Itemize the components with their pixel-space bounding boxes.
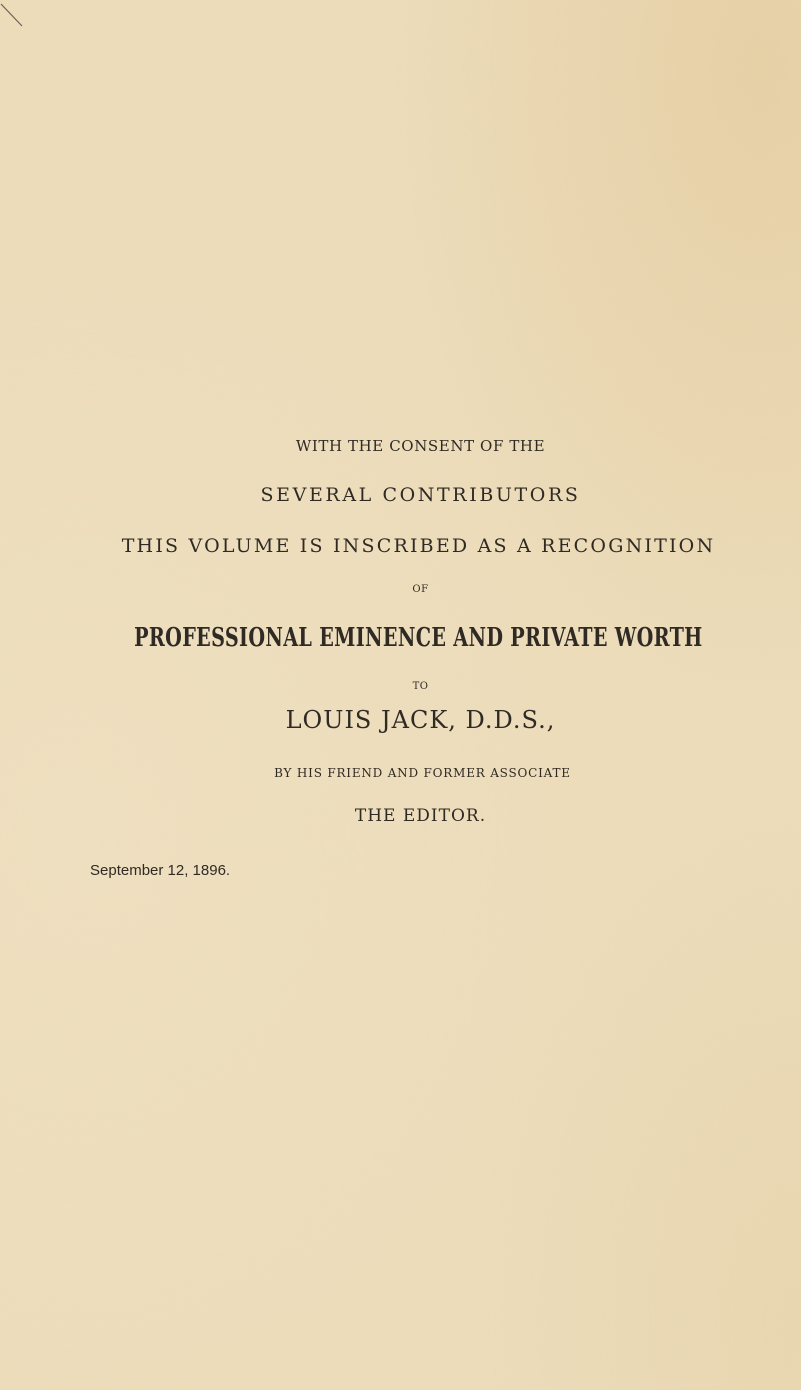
dedication-line-friend: BY HIS FRIEND AND FORMER ASSOCIATE [274, 766, 571, 780]
dedication-line-to: TO [412, 681, 429, 692]
dedication-line-of: OF [412, 584, 429, 595]
dedication-line-consent: WITH THE CONSENT OF THE [295, 437, 546, 455]
dedication-line-inscribed: THIS VOLUME IS INSCRIBED AS A RECOGNITION [121, 535, 716, 557]
dedication-signature: THE EDITOR. [354, 806, 487, 826]
corner-pencil-mark [0, 0, 40, 30]
dedication-date: September 12, 1896. [90, 862, 231, 879]
dedication-line-contributors: SEVERAL CONTRIBUTORS [260, 484, 581, 506]
dedication-line-eminence: PROFESSIONAL EMINENCE AND PRIVATE WORTH [134, 623, 703, 653]
dedicatee-name: LOUIS JACK, D.D.S., [285, 706, 556, 734]
